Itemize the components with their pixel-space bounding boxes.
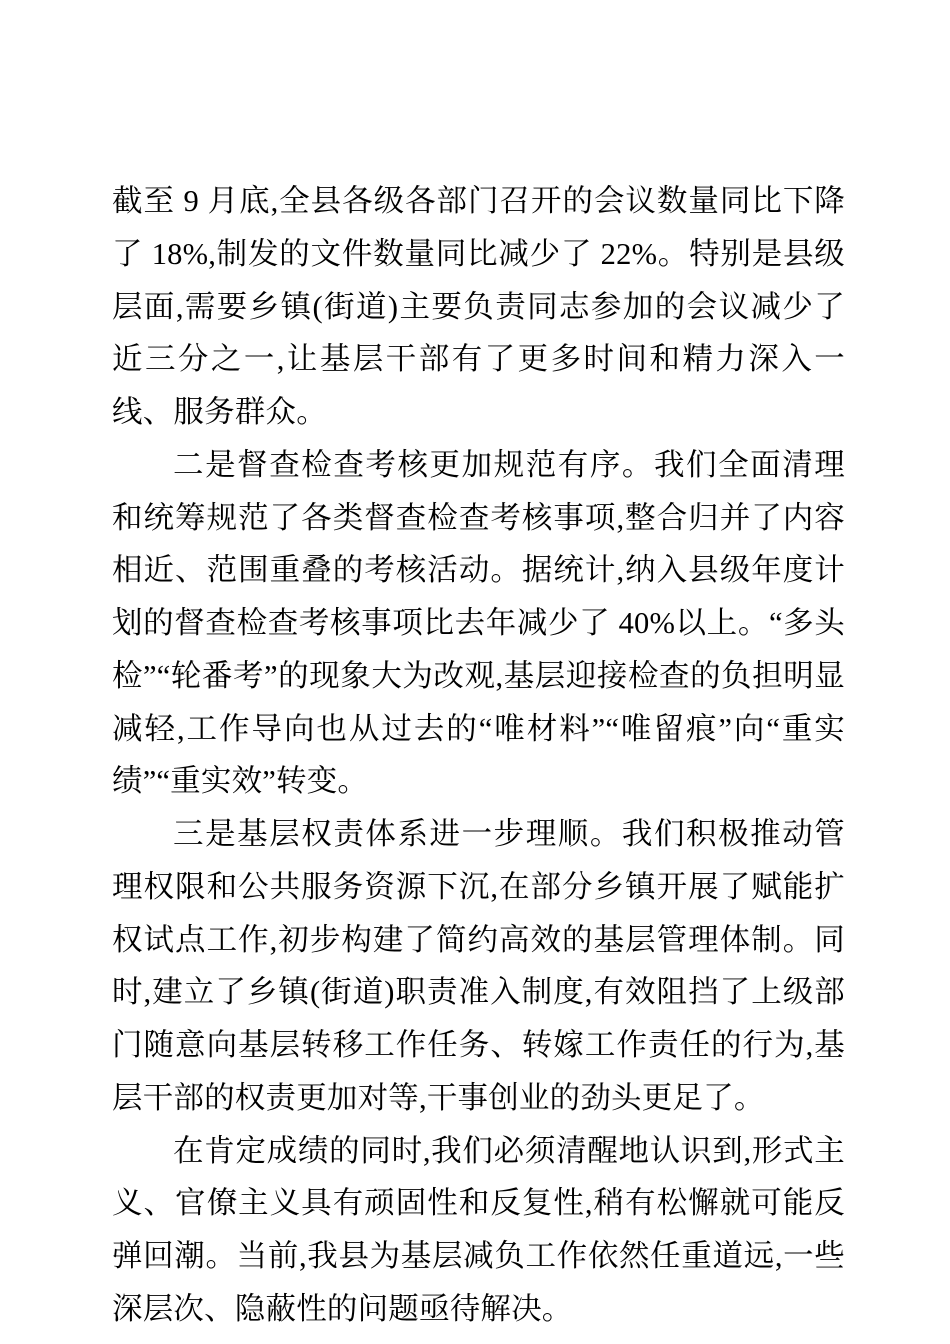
paragraph-1: 截至 9 月底,全县各级各部门召开的会议数量同比下降了 18%,制发的文件数量同比减少了 22%。特别是县级层面,需要乡镇(街道)主要负责同志参加的会议减少了近三分之一,让基层干部有了更多时间和精力深入一线、服务群众。 bbox=[112, 184, 845, 429]
document-body bbox=[112, 175, 845, 1336]
paragraph-3: 三是基层权责体系进一步理顺。我们积极推动管理权限和公共服务资源下沉,在部分乡镇开展了赋能扩权试点工作,初步构建了简约高效的基层管理体制。同时,建立了乡镇(街道)职责准入制度,有效阻挡了上级部门随意向基层转移工作任务、转嫁工作责任的行为,基层干部的权责更加对等,干事创业的劲头更足了。 bbox=[112, 817, 845, 1115]
paragraph-4: 在肯定成绩的同时,我们必须清醒地认识到,形式主义、官僚主义具有顽固性和反复性,稍有松懈就可能反弹回潮。当前,我县为基层减负工作依然任重道远,一些深层次、隐蔽性的问题亟待解决。 bbox=[112, 1133, 845, 1326]
paragraph-2: 二是督查检查考核更加规范有序。我们全面清理和统筹规范了各类督查检查考核事项,整合归并了内容相近、范围重叠的考核活动。据统计,纳入县级年度计划的督查检查考核事项比去年减少了 40%以上。“多头检”“轮番考”的现象大为改观,基层迎接检查的负担明显减轻,工作导向也从过去的“唯材料”“唯留痕”向“重实绩”“重实效”转变。 bbox=[112, 447, 845, 799]
